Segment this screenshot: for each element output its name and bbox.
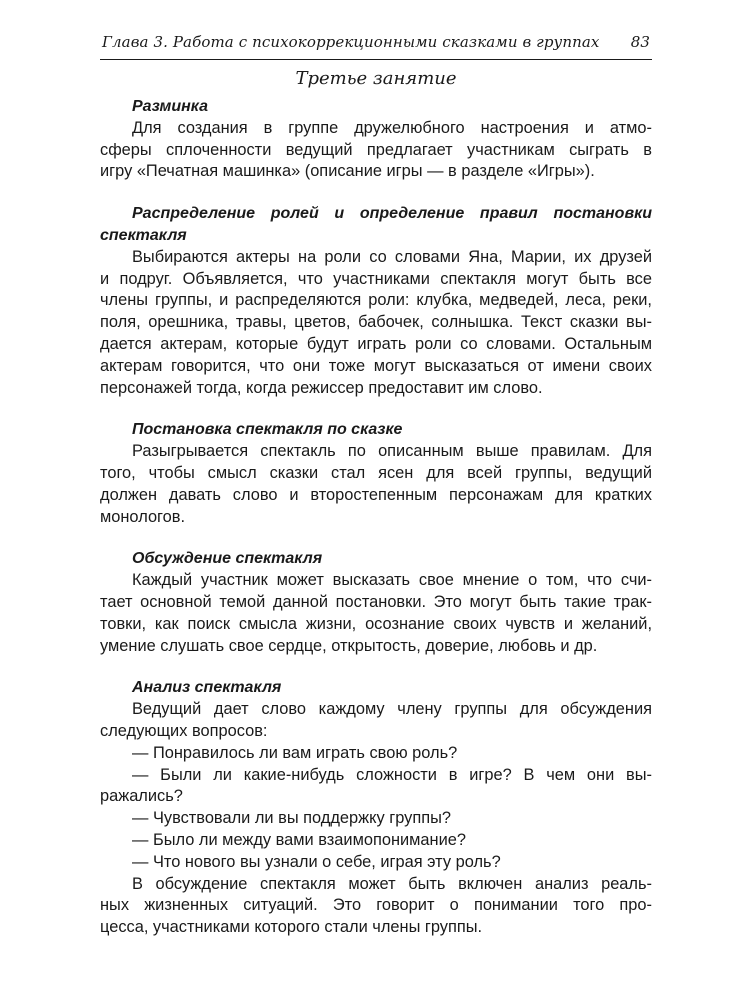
text-line: Каждый участник может высказать свое мнение о том, что счи- — [132, 571, 652, 590]
paragraph — [100, 118, 652, 183]
question-line: — Что нового вы узнали о себе, играя эту роль? — [132, 852, 501, 871]
text-line: актерам говорится, что они тоже могут высказаться от имени своих — [100, 356, 652, 375]
header-rule — [100, 59, 652, 60]
running-header — [100, 32, 652, 59]
section-staging — [100, 419, 652, 528]
page-number: 83 — [630, 33, 650, 51]
text-line: Ведущий дает слово каждому члену группы для обсуждения — [132, 700, 652, 719]
section-heading-line: Распределение ролей и определение правил постановки — [132, 205, 652, 223]
question-item — [100, 808, 652, 830]
question-line: — Были ли какие-нибудь сложности в игре? В чем они вы- — [132, 765, 652, 784]
question-line: — Понравилось ли вам играть свою роль? — [132, 743, 458, 762]
question-item — [100, 830, 652, 852]
text-line: Для создания в группе дружелюбного настроения и атмо- — [132, 118, 652, 137]
section-heading: Обсуждение спектакля — [132, 550, 323, 568]
text-line: ных жизненных ситуаций. Это говорит о понимании того про- — [100, 896, 652, 915]
text-line: игру «Печатная машинка» (описание игры — в разделе «Игры»). — [100, 162, 595, 181]
text-line: должен давать слово и второстепенным персонажам для кратких — [100, 485, 652, 504]
question-item — [100, 743, 652, 765]
question-item — [100, 852, 652, 874]
book-page — [100, 32, 652, 939]
text-line: того, чтобы смысл сказки стал ясен для всей группы, ведущий — [100, 463, 652, 482]
question-line: — Чувствовали ли вы поддержку группы? — [132, 809, 451, 828]
text-line: поля, орешника, травы, цветов, бабочек, солнышка. Текст сказки вы- — [100, 313, 652, 332]
text-line: и подруг. Объявляется, что участниками спектакля могут быть все — [100, 269, 652, 288]
paragraph — [100, 570, 652, 657]
section-warmup — [100, 96, 652, 183]
running-title: Глава 3. Работа с психокоррекционными сказками в группах — [102, 33, 600, 51]
paragraph — [100, 247, 652, 400]
section-roles — [100, 203, 652, 399]
text-line: умение слушать свое сердце, открытость, доверие, любовь и др. — [100, 636, 598, 655]
text-line: Разыгрывается спектакль по описанным выше правилам. Для — [132, 442, 652, 461]
text-line: Выбираются актеры на роли со словами Яна, Марии, их друзей — [132, 247, 652, 266]
paragraph — [100, 441, 652, 528]
section-analysis — [100, 677, 652, 939]
section-heading — [100, 203, 652, 225]
text-line: персонажей тогда, когда режиссер предоставит им слово. — [100, 378, 543, 397]
paragraph — [100, 874, 652, 939]
section-heading-continued — [100, 225, 652, 247]
paragraph — [100, 699, 652, 743]
text-line: члены группы, и распределяются роли: клубка, медведей, леса, реки, — [100, 291, 652, 310]
question-item — [100, 765, 652, 809]
section-heading: Разминка — [132, 98, 208, 115]
lesson-title: Третье занятие — [295, 68, 457, 89]
text-line: следующих вопросов: — [100, 721, 268, 740]
question-line: — Было ли между вами взаимопонимание? — [132, 830, 466, 849]
text-line: В обсуждение спектакля может быть включен анализ реаль- — [132, 874, 652, 893]
text-line: сферы сплоченности ведущий предлагает участникам сыграть в — [100, 140, 652, 159]
text-line: цесса, участниками которого стали члены группы. — [100, 918, 483, 937]
section-heading-line: спектакля — [100, 226, 187, 244]
section-heading: Постановка спектакля по сказке — [132, 421, 403, 439]
text-line: товки, как поиск смысла жизни, осознание своих чувств и желаний, — [100, 614, 652, 633]
text-line: тает основной темой данной постановки. Это могут быть такие трак- — [100, 592, 652, 611]
text-line: дается актерам, которые будут играть роли со словами. Остальным — [100, 334, 652, 353]
text-line: монологов. — [100, 507, 186, 526]
section-discussion — [100, 548, 652, 657]
question-line: ражались? — [100, 787, 183, 806]
section-heading: Анализ спектакля — [132, 679, 282, 697]
